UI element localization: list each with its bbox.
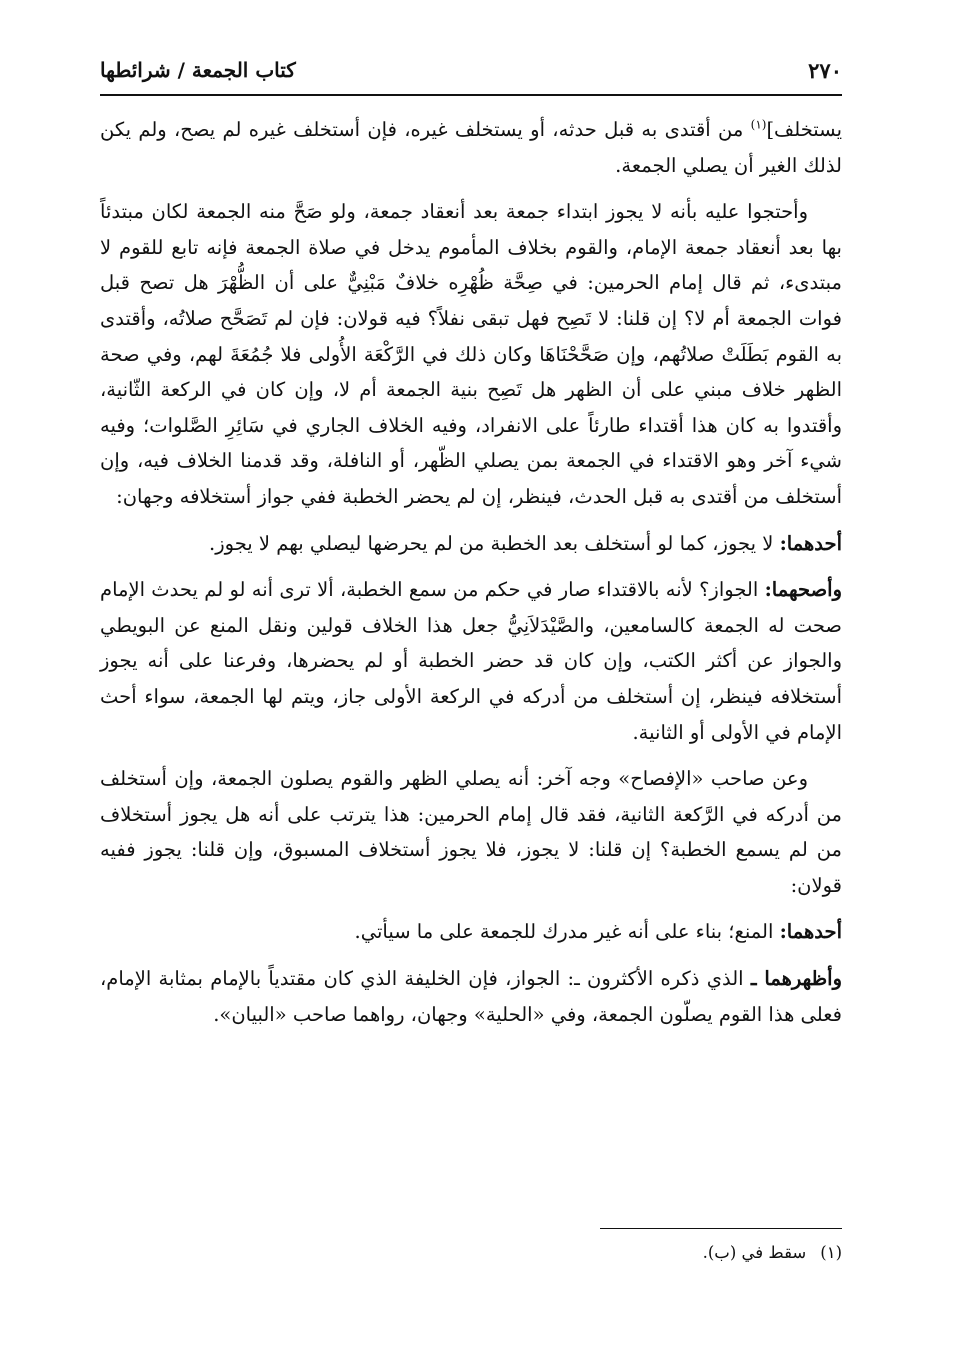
header-rule (100, 94, 842, 96)
footnote-rule (600, 1228, 842, 1229)
body-text (100, 112, 842, 1043)
paragraph-6-label: أحدهما: (779, 920, 842, 944)
paragraph-5-text: وعن صاحب «الإفصاح» وجه آخر: أنه يصلي الظهر والقوم يصلون الجمعة، وإن أستخلف من أدركه في الرَّكعة الثانية، فقد قال إمام الحرمين: هذا يترتب على أنه هل يجوز أستخلاف من لم يسمع الخطبة؟ إن قلنا: لا يجوز، فلا يجوز أستخلاف المسبوق، وإن قلنا: يجوز ففيه قولان: (100, 767, 842, 897)
paragraph-4 (100, 572, 842, 750)
footnote (703, 1240, 842, 1266)
paragraph-7-label: وأظهرهما ـ (750, 967, 842, 991)
paragraph-3 (100, 526, 842, 562)
footnote-number: (١) (820, 1243, 842, 1262)
paragraph-4-text: الجواز؟ لأنه بالاقتداء صار في حكم من سمع الخطبة، ألا ترى أنه لو لم يحدث الإمام صحت له الجمعة كالسامعين، والصَّيْدَلاَنِيُّ جعل هذا الخلاف قولين ونقل المنع عن البويطي والجواز عن أكثر الكتب، وإن كان قد حضر الخطبة أو لم يحضرها، وفرعنا على أنه يجوز أستخلافه فينظر، إن أستخلف من أدركه في الركعة الأولى جاز، ويتم لها الجمعة، سواء أحث الإمام في الأولى أو الثانية. (100, 578, 842, 744)
paragraph-1 (100, 112, 842, 183)
page-header (100, 58, 842, 92)
paragraph-7-text: الذي ذكره الأكثرون ـ: الجواز، فإن الخليفة الذي كان مقتدياً بالإمام بمثابة الإمام، فعلى هذا القوم يصلّون الجمعة، وفي «الحلية» وجهان، رواهما صاحب «البيان». (100, 967, 842, 1026)
paragraph-1-pre-mark: يستخلف] (766, 118, 842, 141)
footnote-reference: (١) (750, 117, 767, 132)
paragraph-3-text: لا يجوز، كما لو أستخلف بعد الخطبة من لم يحرضها ليصلي بهم لا يجوز. (209, 531, 780, 555)
paragraph-1-text: من أقتدى به قبل حدثه، أو يستخلف غيره، فإن أستخلف غيره لم يصح، ولم يكن لذلك الغير أن يصلي الجمعة. (100, 118, 842, 177)
paragraph-3-label: أحدهما: (779, 531, 842, 555)
paragraph-2 (100, 194, 842, 514)
running-title: كتاب الجمعة / شرائطها (100, 58, 296, 82)
paragraph-2-text: وأحتجوا عليه بأنه لا يجوز ابتداء جمعة بعد أنعقاد جمعة، ولو صَحَّ منه الجمعة لكان مبتدئاً بها بعد أنعقاد جمعة الإمام، والقوم بخلاف المأموم يدخل في صلاة الجمعة فإنه تابع للقوم لا مبتدىء، ثم قال إمام الحرمين: في صِحَّة ظُهْرِه خلافٌ مَبْنِيٌّ على أن الظُّهْرَ هل تصح قبل فوات الجمعة أم لا؟ إن قلنا: لا تَصِح فهل تبقى نفلاً؟ فيه قولان: فإن لم تَصَحَّح صلاتُه، وأقتدى به القوم بَطَلَتْ صلاتُهم، وإن صَحَّحْنَاهَا وكان ذلك في الرَّكْعَة الأُولى فلا جُمُعَةَ لهم، وفي صحة الظهر خلاف مبني على أن الظهر هل تَصِح بنية الجمعة أم لا، وإن كان في الركعة الثّانية، وأقتدوا به كان هذا أقتداء طارئاً على الانفراد، وفيه الخلاف الجاري في سَائِرِ الصَّلوات؛ وفيه شيء آخر وهو الاقتداء في الجمعة بمن يصلي الظّهر، أو النافلة، وقد قدمنا الخلاف فيه، وإن أستخلف من أقتدى به قبل الحدث، فينظر، إن لم يحضر الخطبة ففي جواز أستخلافه وجهان: (100, 200, 842, 508)
paragraph-4-label: وأصحهما: (764, 578, 842, 602)
paragraph-6 (100, 914, 842, 950)
paragraph-7 (100, 961, 842, 1032)
footnote-text: سقط في (ب). (702, 1243, 807, 1262)
page-number: ٢٧٠ (808, 58, 842, 83)
paragraph-5 (100, 761, 842, 903)
paragraph-6-text: المنع؛ بناء على أنه غير مدرك للجمعة على ما سيأتي. (354, 920, 780, 944)
